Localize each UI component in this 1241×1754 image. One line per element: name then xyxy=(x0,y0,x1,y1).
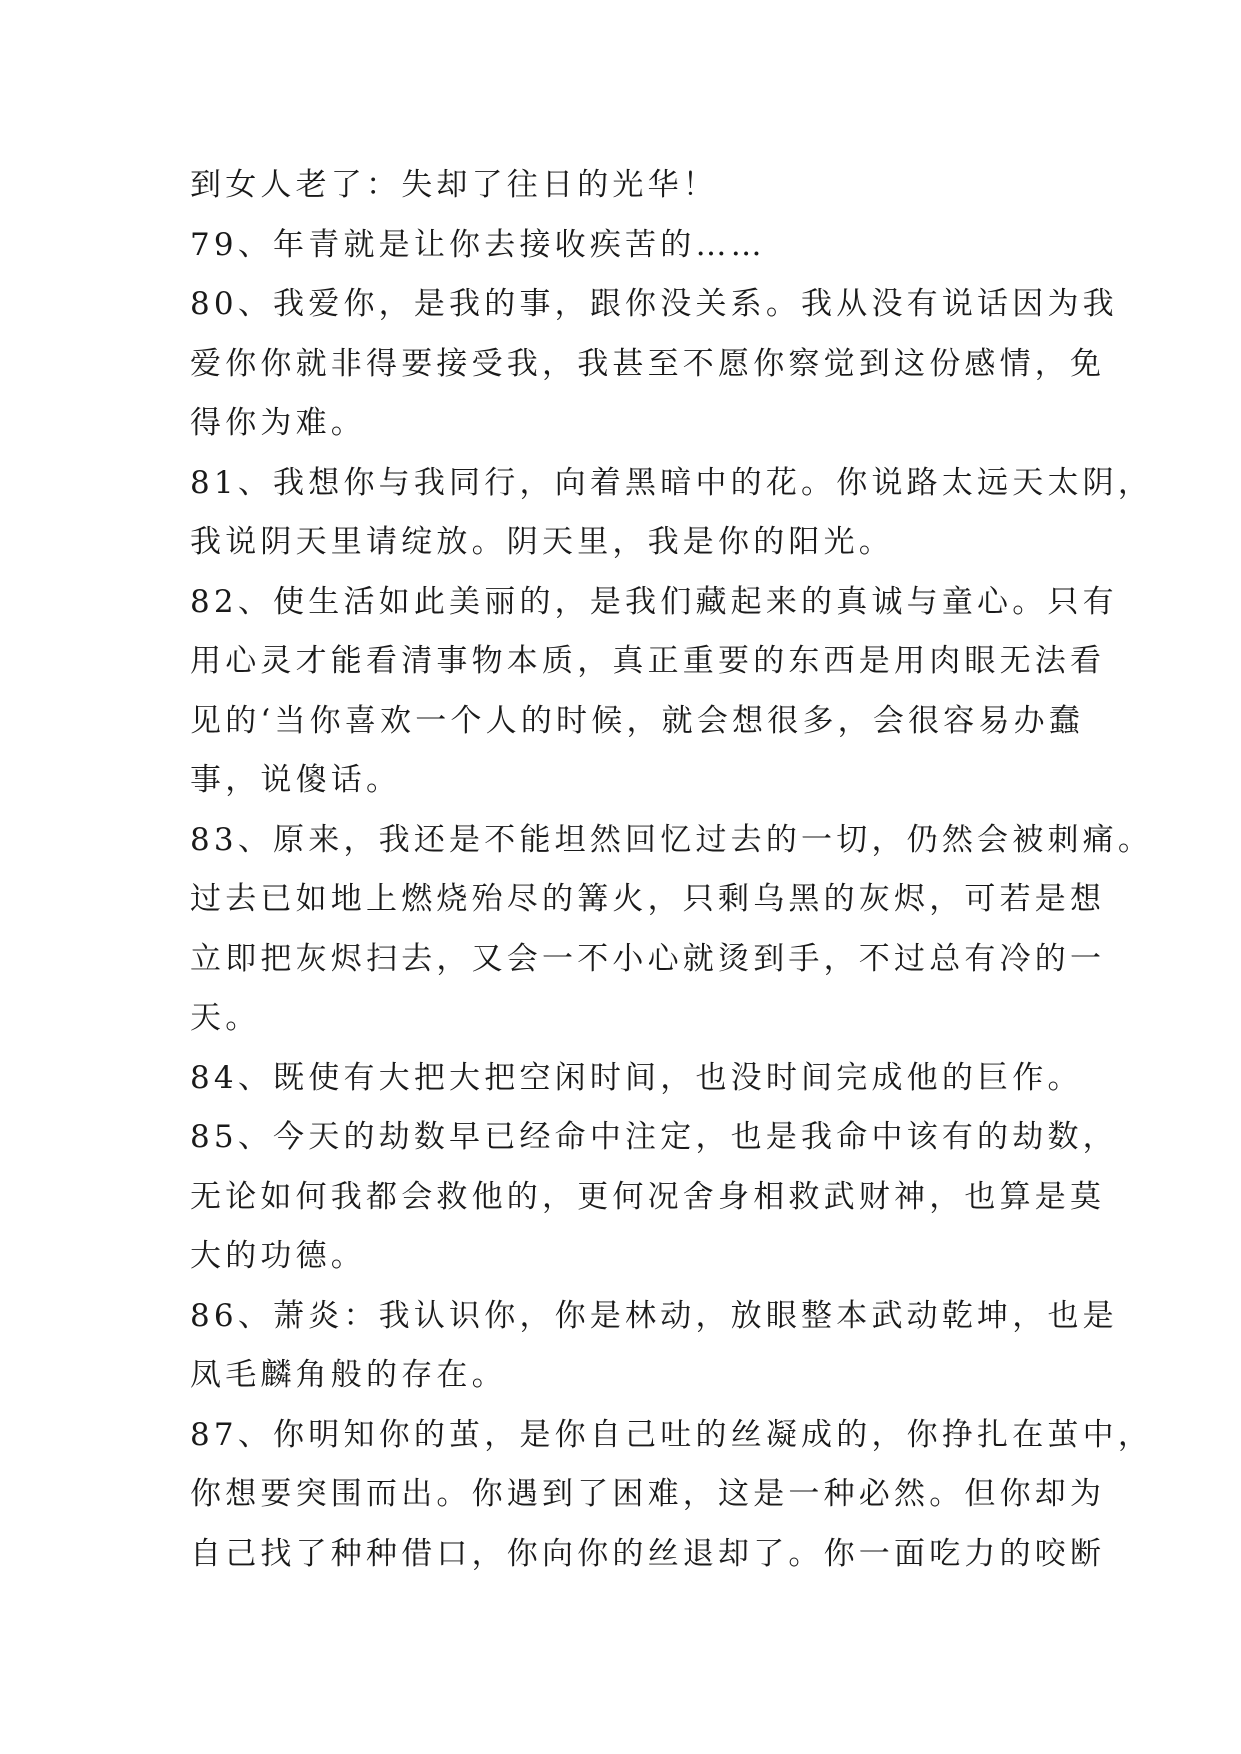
text-line: 大的功德。 xyxy=(190,1238,366,1274)
text-line: 到女人老了：失却了往日的光华！ xyxy=(190,167,718,203)
text-line: 79、年青就是让你去接收疾苦的…… xyxy=(190,226,766,263)
text-line: 84、既使有大把大把空闲时间，也没时间完成他的巨作。 xyxy=(190,1059,1083,1096)
text-line: 用心灵才能看清事物本质，真正重要的东西是用肉眼无法看 xyxy=(190,643,1106,679)
text-line: 你想要突围而出。你遇到了困难，这是一种必然。但你却为 xyxy=(190,1476,1106,1512)
text-line: 爱你你就非得要接受我，我甚至不愿你察觉到这份感情，免 xyxy=(190,345,1106,382)
text-line: 得你为难。 xyxy=(190,405,366,441)
text-line: 85、今天的劫数早已经命中注定，也是我命中该有的劫数， xyxy=(190,1119,1118,1155)
text-line: 见的‘当你喜欢一个人的时候，就会想很多，会很容易办蠢 xyxy=(190,702,1085,739)
text-line: 凤毛麟角般的存在。 xyxy=(190,1357,507,1393)
text-line: 事，说傻话。 xyxy=(190,762,402,798)
text-line: 82、使生活如此美丽的，是我们藏起来的真诚与童心。只有 xyxy=(190,583,1118,620)
document-body xyxy=(190,156,1154,1584)
text-line: 天。 xyxy=(190,1000,261,1036)
text-line: 自己找了种种借口，你向你的丝退却了。你一面吃力的咬断 xyxy=(190,1535,1106,1572)
text-line: 我说阴天里请绽放。阴天里，我是你的阳光。 xyxy=(190,524,894,560)
text-line: 83、原来，我还是不能坦然回忆过去的一切，仍然会被刺痛。 xyxy=(190,821,1154,858)
text-line: 过去已如地上燃烧殆尽的篝火，只剩乌黑的灰烬，可若是想 xyxy=(190,881,1106,917)
text-line: 立即把灰烬扫去，又会一不小心就烫到手，不过总有冷的一 xyxy=(190,940,1106,977)
text-line: 87、你明知你的茧，是你自己吐的丝凝成的，你挣扎在茧中， xyxy=(190,1416,1154,1453)
text-line: 86、萧炎：我认识你，你是林动，放眼整本武动乾坤，也是 xyxy=(190,1297,1118,1334)
text-line: 80、我爱你，是我的事，跟你没关系。我从没有说话因为我 xyxy=(190,286,1118,322)
text-line: 无论如何我都会救他的，更何况舍身相救武财神，也算是莫 xyxy=(190,1178,1106,1215)
text-line: 81、我想你与我同行，向着黑暗中的花。你说路太远天太阴， xyxy=(190,464,1154,501)
